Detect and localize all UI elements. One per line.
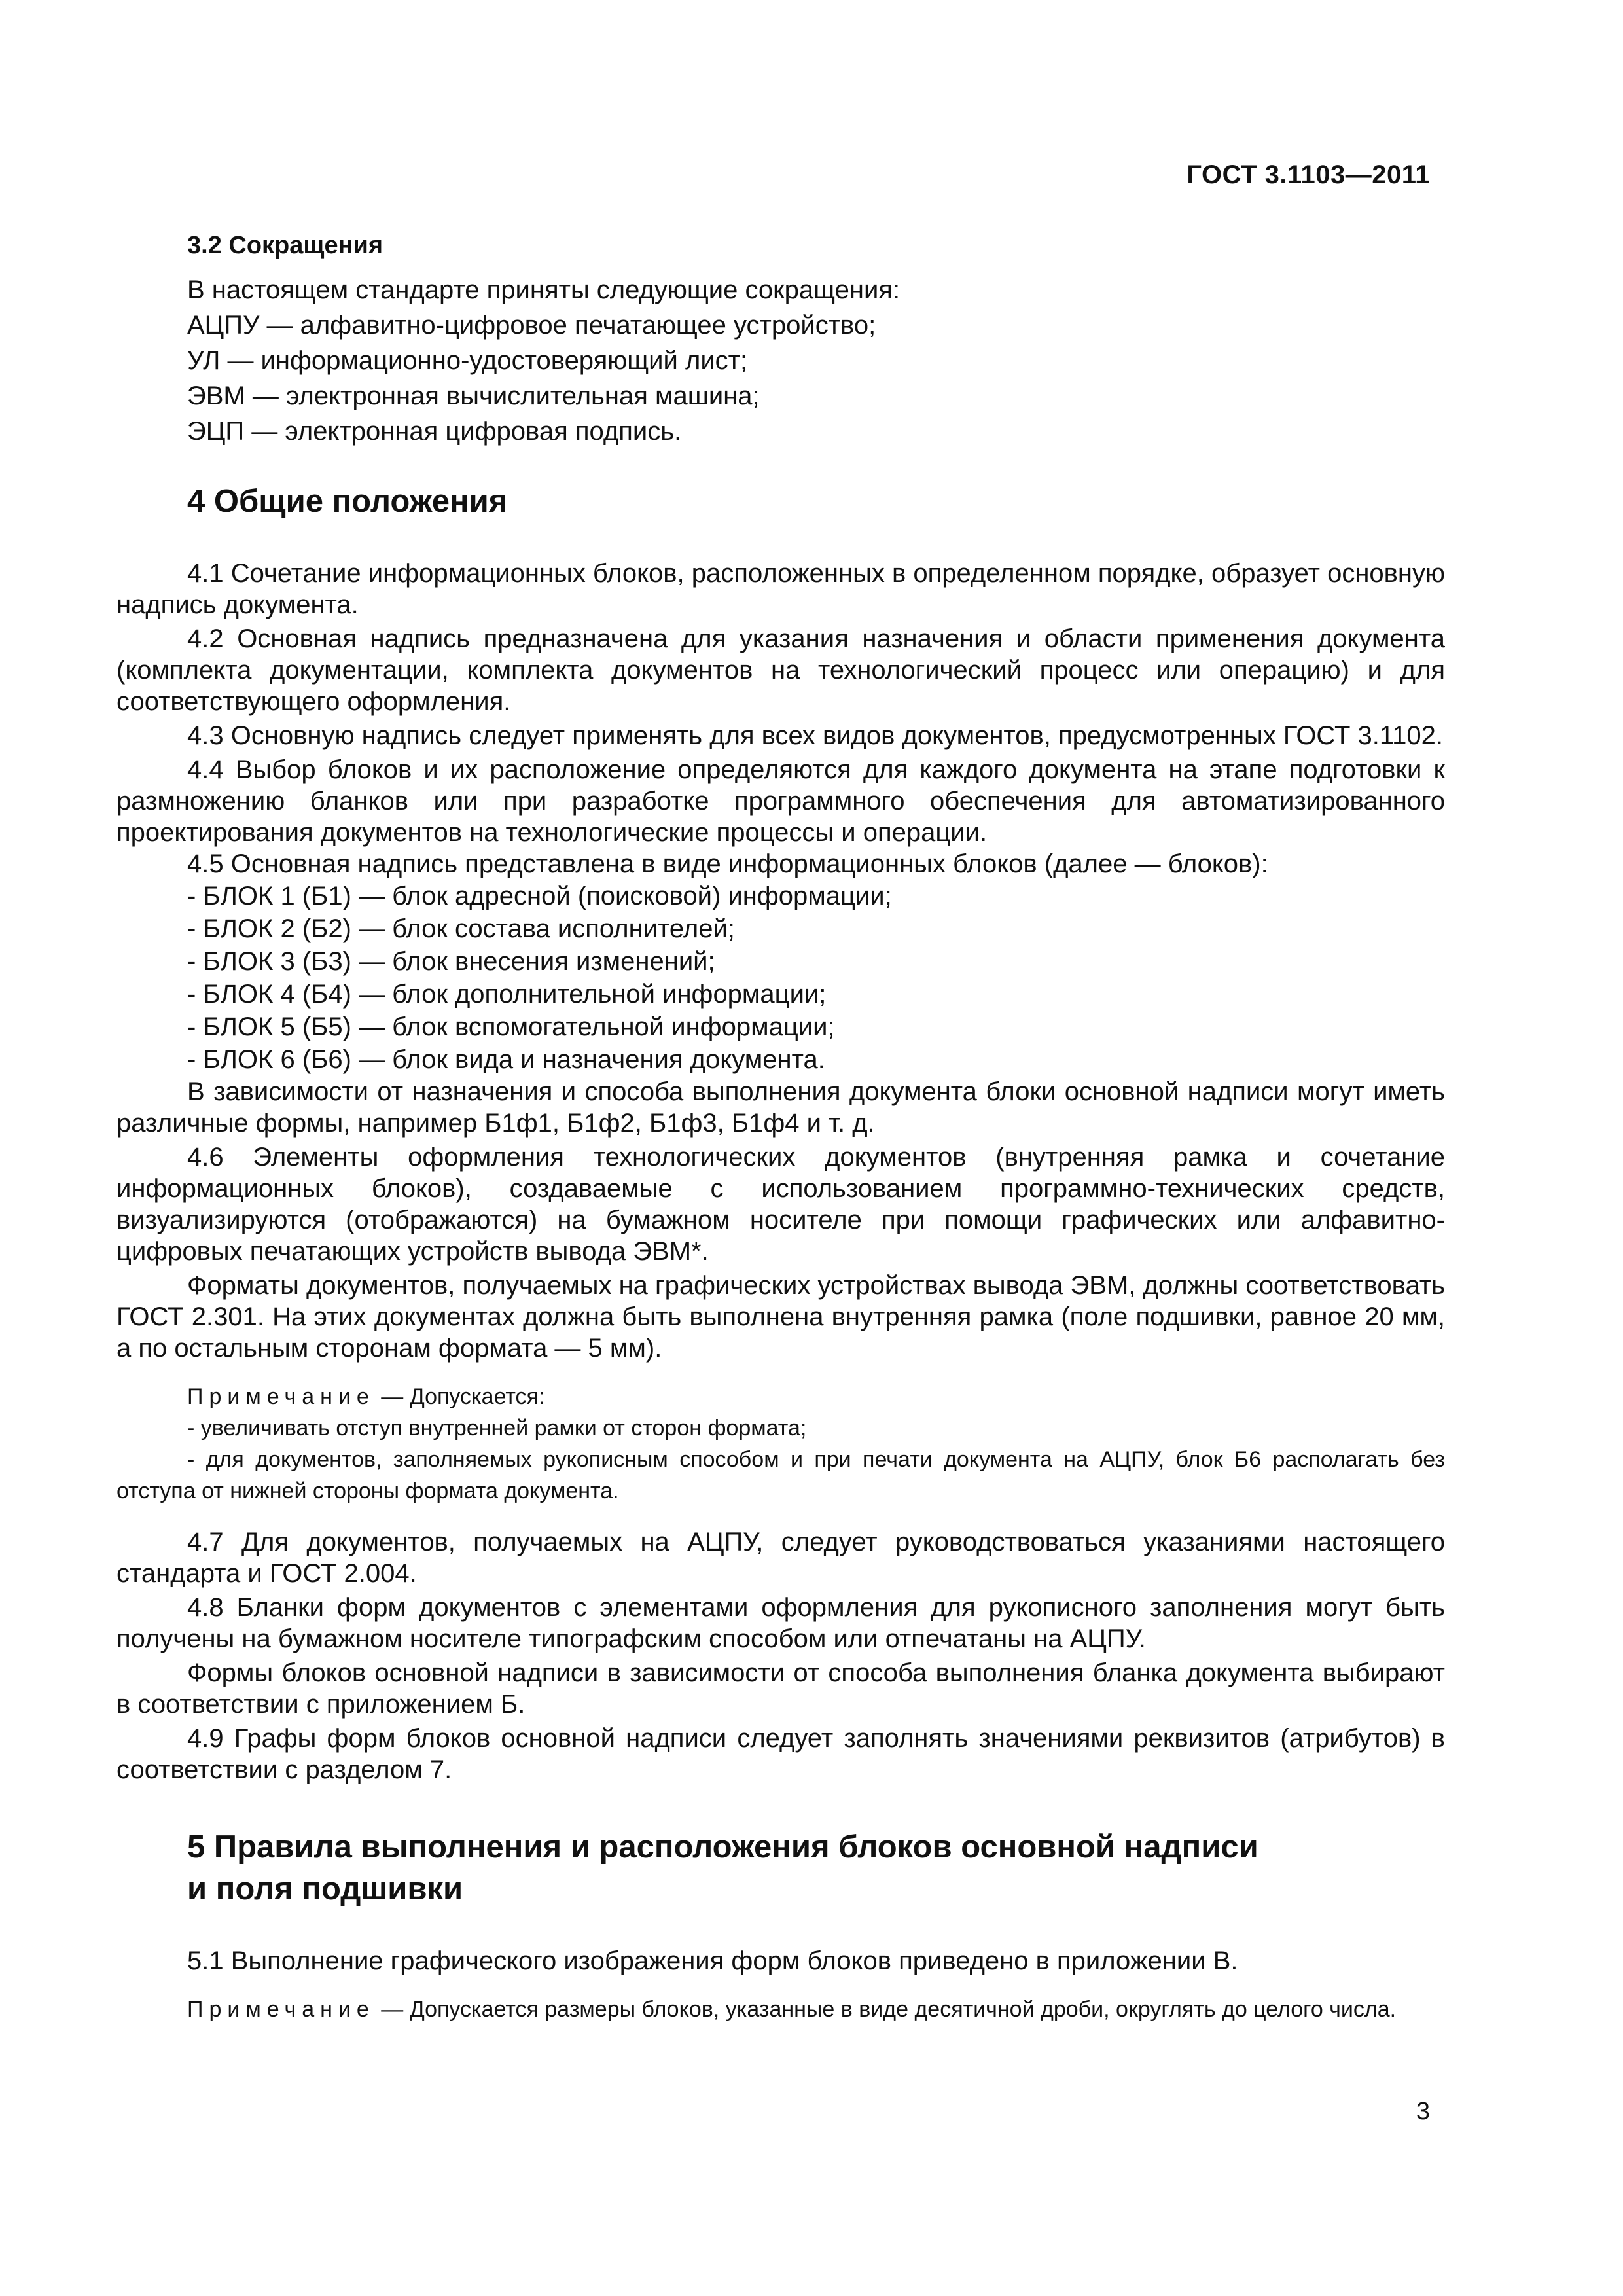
- block-list-item: - БЛОК 2 (Б2) — блок состава исполнителей;: [187, 914, 735, 943]
- paragraph-4-4: 4.4 Выбор блоков и их расположение определяются для каждого документа на этапе подготовки к размножению бланков или при разработке программного обеспечения для автоматизированного проектирования документов на технологические процессы и операции.: [116, 755, 1445, 847]
- section-title-5-line-1: 5 Правила выполнения и расположения блоков основной надписи: [187, 1829, 1258, 1865]
- paragraph-4-8: 4.8 Бланки форм документов с элементами оформления для рукописного заполнения могут быть получены на бумажном носителе типографским способом или отпечатаны на АЦПУ.: [116, 1593, 1445, 1653]
- block-list-item: - БЛОК 5 (Б5) — блок вспомогательной информации;: [187, 1013, 835, 1041]
- note-label: Примечание: [187, 1997, 375, 2022]
- page-number: 3: [1416, 2098, 1430, 2125]
- block-list-item: - БЛОК 6 (Б6) — блок вида и назначения документа.: [187, 1045, 825, 1074]
- block-list-item: - БЛОК 3 (Б3) — блок внесения изменений;: [187, 947, 715, 976]
- abbreviation-item: ЭЦП — электронная цифровая подпись.: [187, 417, 682, 446]
- note-header: [116, 1381, 1445, 1412]
- section-title-4: 4 Общие положения: [187, 484, 508, 519]
- page-content: [116, 229, 1445, 2045]
- paragraph-5-1: 5.1 Выполнение графического изображения форм блоков приведено в приложении В.: [187, 1946, 1238, 1975]
- paragraph-4-9: 4.9 Графы форм блоков основной надписи следует заполнять значениями реквизитов (атрибутов) в соответствии с разделом 7.: [116, 1724, 1445, 1784]
- paragraph-4-3: 4.3 Основную надпись следует применять для всех видов документов, предусмотренных ГОСТ 3.1102.: [187, 721, 1444, 750]
- abbreviation-item: АЦПУ — алфавитно-цифровое печатающее устройство;: [187, 311, 876, 340]
- note-label: Примечание: [187, 1384, 375, 1409]
- note-block-1: [116, 1381, 1445, 1507]
- note-header: [116, 1994, 1445, 2025]
- note-block-2: [116, 1994, 1445, 2025]
- block-list-item: - БЛОК 1 (Б1) — блок адресной (поисковой) информации;: [187, 882, 892, 910]
- document-code: ГОСТ 3.1103—2011: [1186, 160, 1430, 189]
- block-list-item: - БЛОК 4 (Б4) — блок дополнительной информации;: [187, 980, 827, 1009]
- paragraph-4-6-continued: Форматы документов, получаемых на графических устройствах вывода ЭВМ, должны соответствовать ГОСТ 2.301. На этих документах должна быть выполнена внутренняя рамка (поле подшивки, равное 20 мм, а по остальным сторонам формата — 5 мм).: [116, 1271, 1445, 1363]
- note-text: — Допускается размеры блоков, указанные в виде десятичной дроби, округлять до целого числа.: [381, 1997, 1397, 2022]
- paragraph-4-5-continued: В зависимости от назначения и способа выполнения документа блоки основной надписи могут иметь различные формы, например Б1ф1, Б1ф2, Б1ф3, Б1ф4 и т. д.: [116, 1077, 1445, 1138]
- abbreviation-item: ЭВМ — электронная вычислительная машина;: [187, 382, 760, 410]
- paragraph-4-7: 4.7 Для документов, получаемых на АЦПУ, следует руководствоваться указаниями настоящего стандарта и ГОСТ 2.004.: [116, 1528, 1445, 1588]
- section-title-5-line-2: и поля подшивки: [187, 1871, 463, 1907]
- note-item: - увеличивать отступ внутренней рамки от сторон формата;: [187, 1416, 807, 1441]
- paragraph-4-1: 4.1 Сочетание информационных блоков, расположенных в определенном порядке, образует основную надпись документа.: [116, 559, 1445, 619]
- paragraph-4-2: 4.2 Основная надпись предназначена для указания назначения и области применения документа (комплекта документации, комплекта документов на технологический процесс или операцию) и для соответствующего оформления.: [116, 624, 1445, 716]
- note-item: - для документов, заполняемых рукописным способом и при печати документа на АЦПУ, блок Б6 располагать без отступа от нижней стороны формата документа.: [116, 1447, 1445, 1503]
- note-text: — Допускается:: [381, 1384, 545, 1409]
- abbreviation-item: УЛ — информационно-удостоверяющий лист;: [187, 346, 748, 375]
- paragraph-4-5: 4.5 Основная надпись представлена в виде информационных блоков (далее — блоков):: [187, 850, 1268, 878]
- paragraph-4-8-continued: Формы блоков основной надписи в зависимости от способа выполнения бланка документа выбирают в соответствии с приложением Б.: [116, 1659, 1445, 1719]
- section-title-5: [187, 1826, 1445, 1910]
- subsection-title-3-2: 3.2 Сокращения: [187, 232, 383, 259]
- paragraph-4-6: 4.6 Элементы оформления технологических документов (внутренняя рамка и сочетание информационных блоков), создаваемые с использованием программно-технических средств, визуализируются (отображаются) на бумажном носителе при помощи графических или алфавитно-цифровых печатающих устройств вывода ЭВМ*.: [116, 1143, 1445, 1266]
- abbreviations-intro: В настоящем стандарте приняты следующие сокращения:: [187, 276, 901, 304]
